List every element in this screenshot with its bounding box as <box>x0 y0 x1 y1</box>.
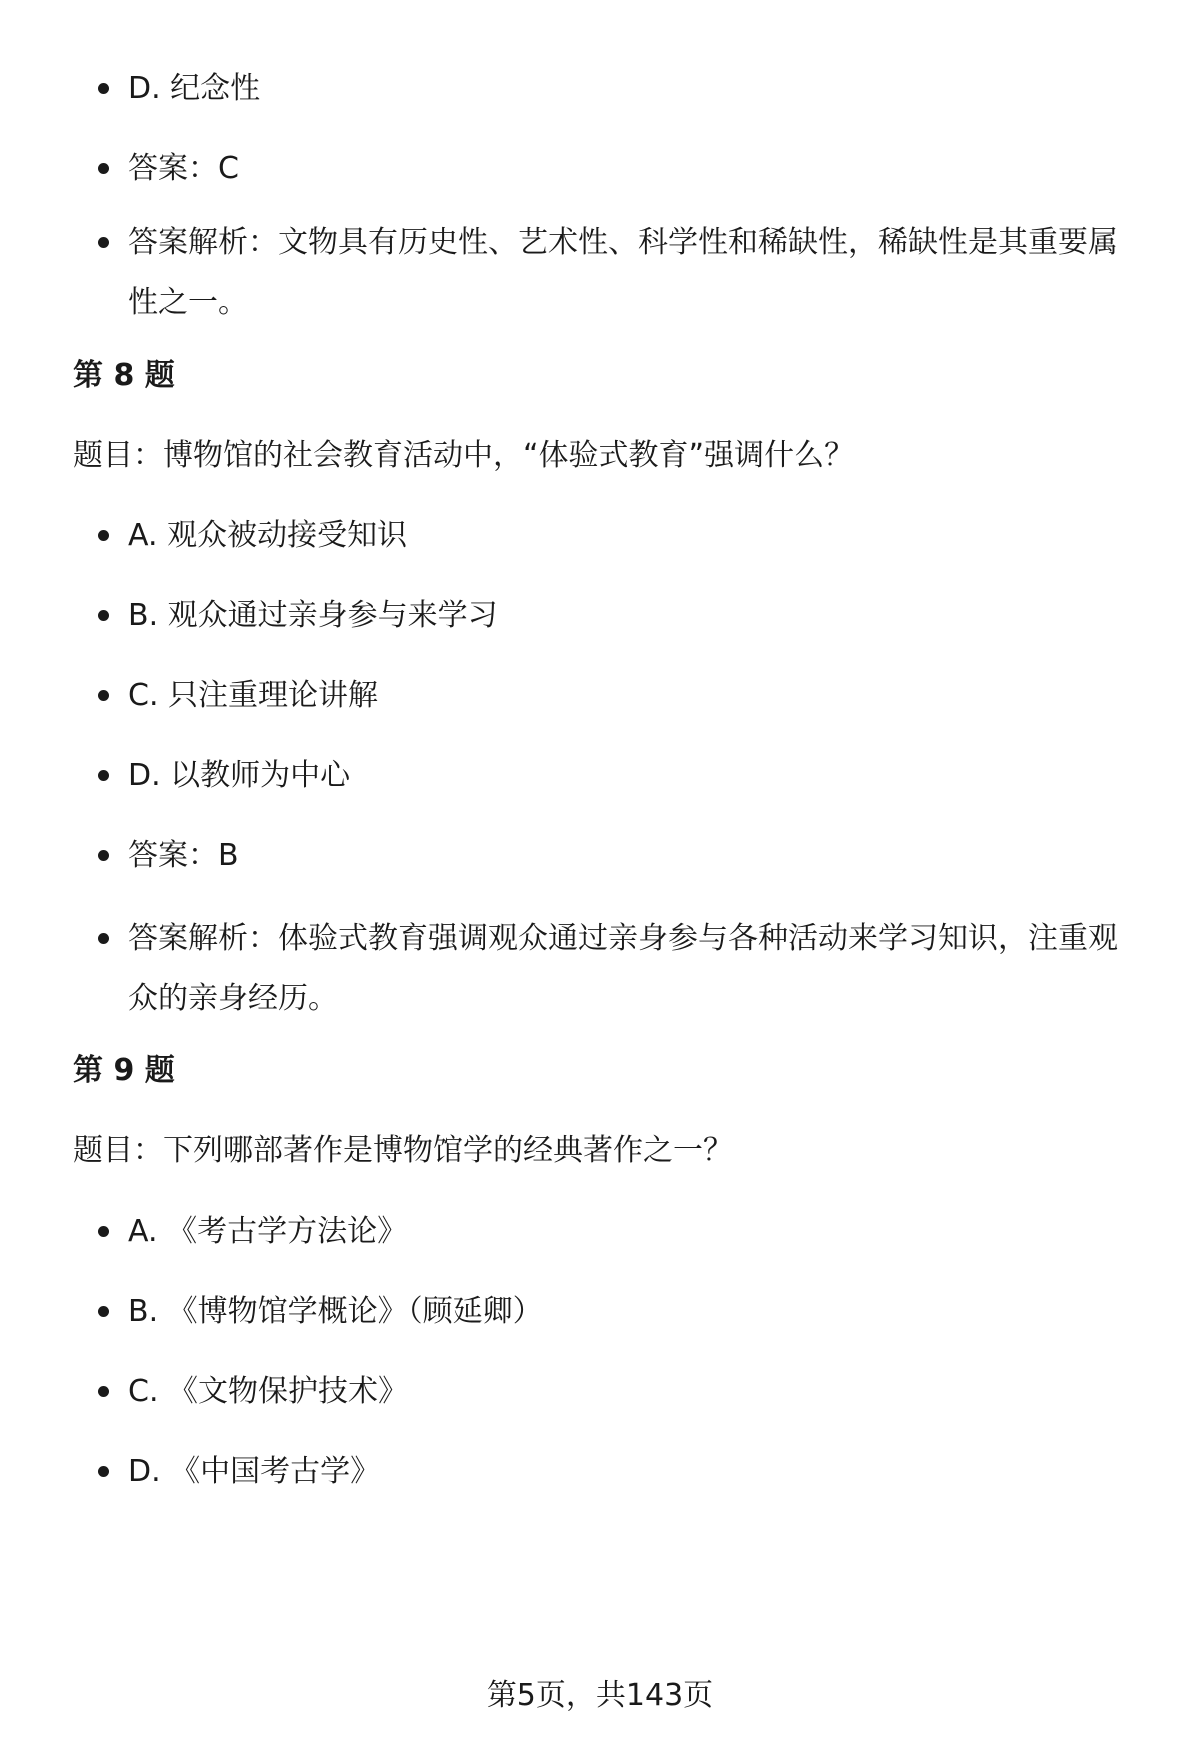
option-a: A. 《考古学方法论》 <box>128 1202 1138 1262</box>
option-c: C. 只注重理论讲解 <box>128 666 1138 726</box>
option-d: D. 以教师为中心 <box>128 746 1138 806</box>
answer: 答案：B <box>128 826 1138 886</box>
question-9-stem: 题目：下列哪部著作是博物馆学的经典著作之一？ <box>73 1133 733 1168</box>
question-9-heading: 第 9 题 <box>73 1053 175 1088</box>
option-a: A. 观众被动接受知识 <box>128 506 1138 566</box>
question-8-heading: 第 8 题 <box>73 358 175 393</box>
option-d: D. 纪念性 <box>128 59 1138 119</box>
question-8-stem: 题目：博物馆的社会教育活动中，“体验式教育”强调什么？ <box>73 438 855 473</box>
page-number: 第5页，共143页 <box>486 1678 714 1713</box>
option-c: C. 《文物保护技术》 <box>128 1362 1138 1422</box>
option-d: D. 《中国考古学》 <box>128 1442 1138 1502</box>
answer-explanation: 答案解析：体验式教育强调观众通过亲身参与各种活动来学习知识，注重观众的亲身经历。 <box>128 909 1138 1029</box>
answer: 答案：C <box>128 139 1138 199</box>
option-b: B. 观众通过亲身参与来学习 <box>128 586 1138 646</box>
option-b: B. 《博物馆学概论》（顾延卿） <box>128 1282 1138 1342</box>
answer-explanation: 答案解析：文物具有历史性、艺术性、科学性和稀缺性，稀缺性是其重要属性之一。 <box>128 213 1138 333</box>
